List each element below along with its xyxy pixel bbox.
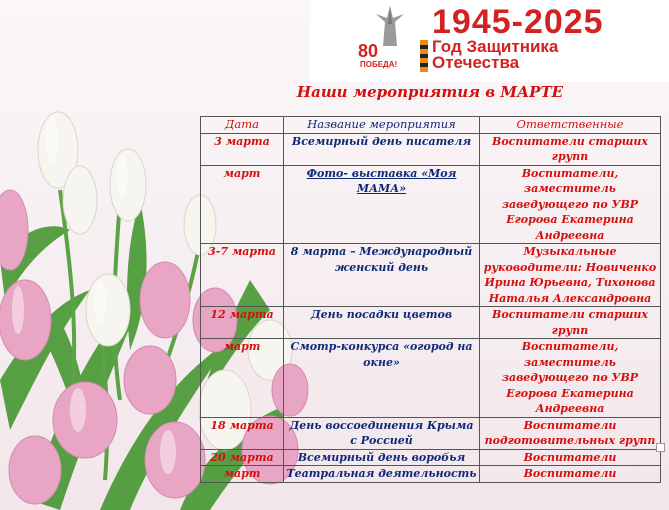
- row-event-name: 8 марта – Международный женский день: [284, 244, 480, 307]
- table-row: [201, 244, 661, 307]
- row-responsible: Воспитатели, заместитель заведующего по УВР Егорова Екатерина Андреевна: [480, 339, 661, 418]
- logo-badge-text: ПОБЕДА!: [360, 60, 398, 69]
- table-row: [201, 133, 661, 165]
- row-date: 3 марта: [201, 133, 284, 165]
- row-date: 3-7 марта: [201, 244, 284, 307]
- logo-line-2: Отечества: [432, 53, 520, 72]
- row-event-name: Всемирный день воробья: [284, 449, 480, 466]
- row-responsible: Воспитатели старших групп: [480, 307, 661, 339]
- table-row: [201, 307, 661, 339]
- row-date: 12 марта: [201, 307, 284, 339]
- table-row: [201, 449, 661, 466]
- logo-line-1: Год Защитника: [432, 37, 559, 56]
- row-event-name: Фото- выставка «Моя МАМА»: [284, 165, 480, 244]
- ribbon-stripe-icon: [420, 40, 428, 72]
- row-event-name: Смотр-конкурса «огород на окне»: [284, 339, 480, 418]
- header-responsible: Ответственные: [480, 117, 661, 134]
- row-event-name: Всемирный день писателя: [284, 133, 480, 165]
- row-date: 20 марта: [201, 449, 284, 466]
- row-date: март: [201, 466, 284, 483]
- row-date: март: [201, 339, 284, 418]
- row-date: март: [201, 165, 284, 244]
- logo-badge-number: 80: [358, 41, 379, 61]
- table-row: [201, 417, 661, 449]
- table-header-row: [201, 117, 661, 134]
- table-row: [201, 165, 661, 244]
- events-table: [200, 116, 661, 483]
- row-responsible: Воспитатели, заместитель заведующего по УВР Егорова Екатерина Андреевна: [480, 165, 661, 244]
- row-responsible: Воспитатели: [480, 449, 661, 466]
- table-row: [201, 466, 661, 483]
- row-event-name: Театральная деятельность: [284, 466, 480, 483]
- row-responsible: Воспитатели старших групп: [480, 133, 661, 165]
- row-responsible: Воспитатели подготовительных групп: [480, 417, 661, 449]
- header-event-name: Название мероприятия: [284, 117, 480, 134]
- table-row: [201, 339, 661, 418]
- row-responsible: Воспитатели: [480, 466, 661, 483]
- resize-handle-icon[interactable]: [656, 443, 665, 452]
- row-event-name: День посадки цветов: [284, 307, 480, 339]
- page-title: Наши мероприятия в МАРТЕ: [296, 83, 564, 101]
- header-date: Дата: [201, 117, 284, 134]
- row-date: 18 марта: [201, 417, 284, 449]
- row-event-name: День воссоединения Крыма с Россией: [284, 417, 480, 449]
- logo-years: 1945-2025: [432, 3, 604, 41]
- anniversary-logo: [358, 2, 622, 74]
- row-responsible: Музыкальные руководители: Новиченко Ирина Юрьевна, Тихонова Наталья Александровна: [480, 244, 661, 307]
